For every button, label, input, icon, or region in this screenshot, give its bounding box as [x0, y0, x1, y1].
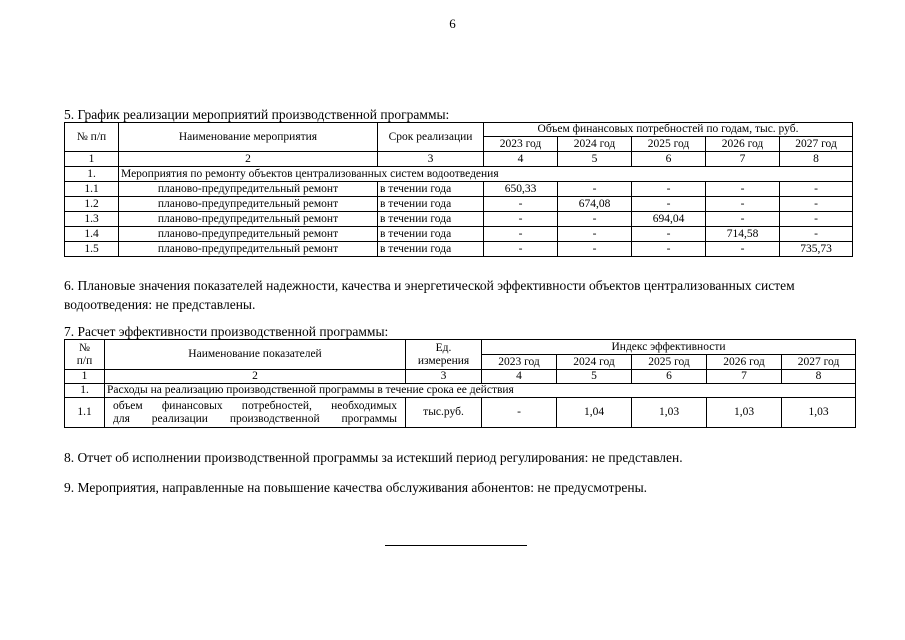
header-year: 2024 год [558, 137, 632, 152]
row-value: 735,73 [780, 242, 853, 257]
row-num: 1.5 [65, 242, 119, 257]
header-finance: Объем финансовых потребностей по годам, тыс. руб. [484, 123, 853, 137]
header-unit-line2: измерения [417, 354, 470, 367]
row-unit: тыс.руб. [406, 398, 482, 428]
header-year: 2024 год [557, 355, 632, 370]
header-year: 2027 год [782, 355, 856, 370]
section9-text: 9. Мероприятия, направленные на повышение качества обслуживания абонентов: не предусмотрены. [64, 480, 648, 495]
column-index: 2 [119, 152, 378, 167]
row-value: - [780, 197, 853, 212]
table-row [65, 242, 853, 257]
row-num: 1.2 [65, 197, 119, 212]
column-index: 8 [780, 152, 853, 167]
header-year: 2025 год [632, 355, 707, 370]
column-index-row [65, 152, 853, 167]
header-year: 2026 год [706, 137, 780, 152]
row-value: - [632, 242, 706, 257]
column-index: 2 [105, 370, 406, 384]
row-value: - [706, 212, 780, 227]
page-number: 6 [449, 16, 456, 31]
header-year: 2027 год [780, 137, 853, 152]
row-value: - [558, 227, 632, 242]
row-value: - [632, 227, 706, 242]
group-row [65, 167, 853, 182]
row-value: 1,03 [707, 398, 782, 428]
header-num-line1: № [79, 341, 90, 354]
column-index: 5 [558, 152, 632, 167]
group-label: Расходы на реализацию производственной программы в течение срока ее действия [105, 384, 856, 398]
column-index: 8 [782, 370, 856, 384]
header-unit [406, 340, 482, 370]
group-label: Мероприятия по ремонту объектов централизованных систем водоотведения [119, 167, 853, 182]
row-period: в течении года [378, 197, 484, 212]
header-num-line2: п/п [76, 354, 93, 367]
group-row [65, 384, 856, 398]
column-index: 1 [65, 152, 119, 167]
row-value: - [558, 182, 632, 197]
column-index: 6 [632, 152, 706, 167]
header-index: Индекс эффективности [482, 340, 856, 355]
row-name: планово-предупредительный ремонт [119, 182, 378, 197]
column-index: 6 [632, 370, 707, 384]
row-name-line1: объем финансовых потребностей, необходимых [113, 399, 397, 412]
row-value: - [484, 242, 558, 257]
row-num: 1.1 [65, 182, 119, 197]
column-index: 4 [484, 152, 558, 167]
column-index-row [65, 370, 856, 384]
row-value: - [484, 227, 558, 242]
header-name: Наименование мероприятия [119, 123, 378, 152]
row-value: - [558, 212, 632, 227]
row-value: - [484, 212, 558, 227]
row-name: планово-предупредительный ремонт [119, 242, 378, 257]
column-index: 3 [406, 370, 482, 384]
row-value: 694,04 [632, 212, 706, 227]
header-year: 2023 год [484, 137, 558, 152]
efficiency-table [64, 339, 856, 428]
group-num: 1. [65, 167, 119, 182]
section6-text: 6. Плановые значения показателей надежности, качества и энергетической эффективности объектов централизованных систем водоотведения: не представлены. [64, 278, 795, 312]
row-value: 1,03 [632, 398, 707, 428]
row-num: 1.3 [65, 212, 119, 227]
row-value: 674,08 [558, 197, 632, 212]
header-unit-line1: Ед. [435, 341, 452, 354]
table-row [65, 197, 853, 212]
header-num [65, 340, 105, 370]
table-row [65, 398, 856, 428]
footer-divider [385, 545, 527, 546]
row-value: - [632, 182, 706, 197]
row-value: - [482, 398, 557, 428]
section5-heading: 5. График реализации мероприятий производственной программы: [64, 107, 450, 122]
column-index: 7 [707, 370, 782, 384]
row-name: планово-предупредительный ремонт [119, 227, 378, 242]
row-value: - [484, 197, 558, 212]
row-period: в течении года [378, 182, 484, 197]
row-value: - [632, 197, 706, 212]
table-row [65, 212, 853, 227]
column-index: 5 [557, 370, 632, 384]
column-index: 7 [706, 152, 780, 167]
row-value: 650,33 [484, 182, 558, 197]
row-num: 1.4 [65, 227, 119, 242]
column-index: 4 [482, 370, 557, 384]
section8-text: 8. Отчет об исполнении производственной программы за истекший период регулирования: не представлен. [64, 450, 683, 465]
row-name: планово-предупредительный ремонт [119, 212, 378, 227]
column-index: 3 [378, 152, 484, 167]
row-value: 1,03 [782, 398, 856, 428]
header-name: Наименование показателей [105, 340, 406, 370]
header-year: 2026 год [707, 355, 782, 370]
row-value: - [780, 227, 853, 242]
row-value: - [706, 197, 780, 212]
row-num: 1.1 [65, 398, 105, 428]
row-value: 1,04 [557, 398, 632, 428]
schedule-table [64, 122, 853, 257]
row-value: - [780, 212, 853, 227]
row-value: - [780, 182, 853, 197]
row-value: - [558, 242, 632, 257]
row-name: планово-предупредительный ремонт [119, 197, 378, 212]
row-name-line2: для реализации производственной программы [113, 412, 397, 425]
group-num: 1. [65, 384, 105, 398]
header-year: 2023 год [482, 355, 557, 370]
table-row [65, 227, 853, 242]
row-name [105, 398, 406, 428]
row-value: - [706, 182, 780, 197]
section7-heading: 7. Расчет эффективности производственной программы: [64, 324, 389, 339]
header-period: Срок реализации [378, 123, 484, 152]
row-period: в течении года [378, 212, 484, 227]
row-value: 714,58 [706, 227, 780, 242]
header-num: № п/п [65, 123, 119, 152]
column-index: 1 [65, 370, 105, 384]
row-value: - [706, 242, 780, 257]
table-row [65, 182, 853, 197]
row-period: в течении года [378, 227, 484, 242]
row-period: в течении года [378, 242, 484, 257]
header-year: 2025 год [632, 137, 706, 152]
